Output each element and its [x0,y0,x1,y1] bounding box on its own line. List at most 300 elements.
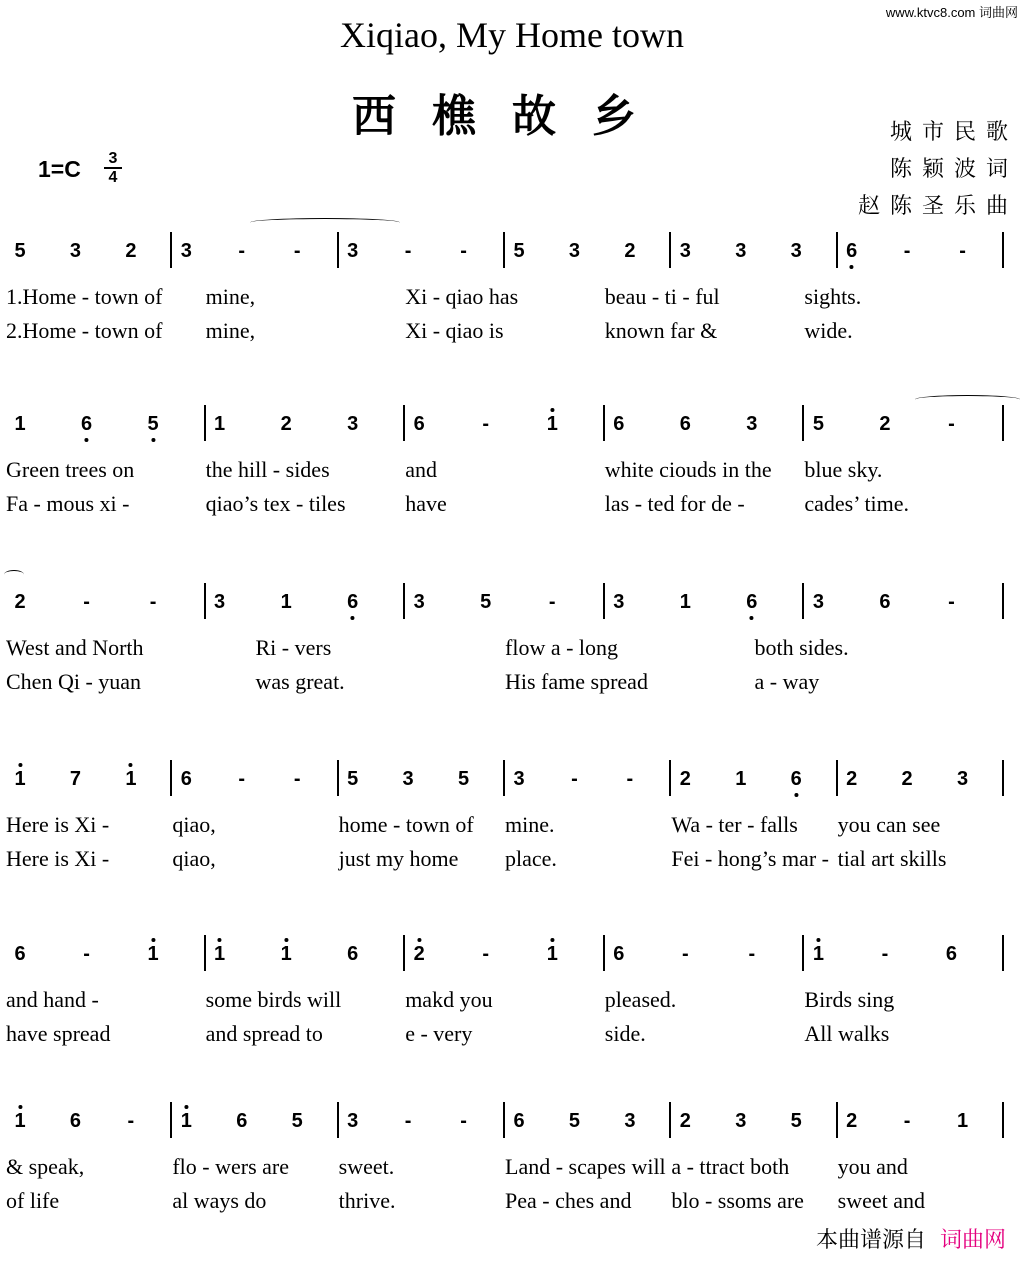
lyric-phrase: 2.Home - town of [6,318,163,343]
note [14,413,25,436]
note-text: 6 [413,413,425,435]
note [148,943,159,966]
note-text: 3 [746,413,758,435]
note-text: - [482,943,490,965]
lyric-phrase: Fa - mous xi - [6,491,130,516]
note-text: - [127,1110,135,1132]
lyric-phrase: qiao, [172,846,216,871]
note [613,413,624,436]
note-dash [571,768,578,791]
note [846,768,857,791]
octave-dot [18,763,22,767]
barline [669,1102,671,1138]
note-text: 1 [546,413,558,435]
note-text: - [149,591,157,613]
octave-dot [218,938,222,942]
octave-dot [129,763,133,767]
note-dash [460,1110,467,1133]
score-row [0,1102,1024,1213]
lyric-phrase: mine, [205,318,256,343]
note-text: 1 [14,1110,26,1132]
barline [669,760,671,796]
note-text: 2 [624,240,636,262]
lyric-phrase: sweet and [837,1188,926,1213]
note-text: 1 [280,943,292,965]
note-text: - [948,591,955,613]
note-text: 6 [347,943,359,965]
lyric-phrase: las - ted for de - [604,491,745,516]
lyric-phrase: blo - ssoms are [671,1188,804,1213]
note-dash [948,413,955,436]
tie-slur [915,395,1020,404]
note-dash [549,591,556,614]
note-dash [83,591,90,614]
lyric-phrase: Xi - qiao has [405,284,519,309]
lyric-phrase: some birds will [205,987,342,1012]
note-text: 1 [735,768,747,790]
note [347,768,358,791]
lyric-phrase: thrive. [338,1188,396,1213]
barline [204,935,206,971]
note [458,768,469,791]
barline [1002,1102,1004,1138]
note-dash [482,943,489,966]
note-text: - [681,943,689,965]
note [14,768,25,791]
barline [603,405,605,441]
barline [503,1102,505,1138]
note [902,768,913,791]
lyric-phrase: Pea - ches and [505,1188,632,1213]
note [347,591,358,614]
note-text: 3 [568,240,580,262]
note [281,943,292,966]
lyric-phrase: home - town of [338,812,474,837]
note [613,943,624,966]
note-dash [238,240,245,263]
note-dash [682,943,689,966]
note [181,240,192,263]
note-text: - [83,591,90,613]
barline [1002,405,1004,441]
note-text: 2 [846,1110,858,1132]
note [957,1110,968,1133]
credit-composer: 赵陈圣乐曲 [857,194,1018,219]
barline [669,232,671,268]
note [624,1110,635,1133]
note [569,1110,580,1133]
barline [503,232,505,268]
note-dash [150,591,157,614]
note-text: 3 [69,240,81,262]
lyric-phrase: Ri - vers [255,635,332,660]
lyric-phrase: flow a - long [505,635,619,660]
note-text: 5 [568,1110,580,1132]
lyric-phrase: have spread [6,1021,111,1046]
lyric-phrase: qiao, [172,812,216,837]
lyric-phrase: & speak, [6,1154,85,1179]
lyric-phrase: Here is Xi - [6,812,110,837]
note-text: - [748,943,756,965]
octave-dot [351,616,355,620]
note-text: - [948,413,955,435]
tie-slur [4,570,24,579]
barline [403,583,405,619]
note-text: - [903,240,911,262]
note-text: 2 [125,240,137,262]
credits [858,114,1018,225]
note-text: 6 [80,413,93,435]
note-text: 5 [291,1110,303,1132]
note-text: 6 [236,1110,248,1132]
note-text: 3 [347,413,359,435]
barline [170,232,172,268]
lyric-phrase: mine, [205,284,256,309]
note [70,1110,81,1133]
lyric-phrase: makd you [405,987,493,1012]
footer-brand: 词曲网 [939,1228,1006,1253]
note [125,768,136,791]
note [236,1110,247,1133]
note-text: 2 [14,591,26,613]
note-text: - [460,240,467,262]
note-text: 6 [347,591,359,613]
watermark: www.ktvc8.com 词曲网 [885,5,1018,20]
note-text: 6 [513,1110,525,1132]
note [14,943,25,966]
note [879,413,890,436]
note-dash [238,768,245,791]
note-text: - [903,1110,911,1132]
note-dash [83,943,90,966]
note-text: 1 [214,943,226,965]
note-text: - [404,1110,412,1132]
time-signature-bottom: 4 [104,167,122,186]
time-signature [104,150,122,186]
note-text: 5 [513,240,525,262]
note [414,413,425,436]
lyric-phrase: Fei - hong’s mar - [671,846,829,871]
note [813,413,824,436]
barline [204,405,206,441]
key-signature: 1=C [38,156,81,182]
octave-dot [284,938,288,942]
barline [836,232,838,268]
note [879,591,890,614]
lyric-phrase: known far & [604,318,718,343]
note-text: 1 [125,768,137,790]
score-row [0,935,1024,1046]
barline [403,935,405,971]
note [513,768,524,791]
lyric-phrase: and spread to [205,1021,323,1046]
lyric-phrase: e - very [405,1021,473,1046]
note-dash [749,943,756,966]
note-text: 6 [613,943,625,965]
note [735,1110,746,1133]
note-text: 3 [613,591,625,613]
note-dash [128,1110,135,1133]
note [680,240,691,263]
note [347,240,358,263]
credit-genre: 城市民歌 [889,120,1018,145]
octave-dot [417,938,421,942]
lyric-phrase: flo - wers are [172,1154,289,1179]
note [791,240,802,263]
note-text: 5 [347,768,359,790]
note [846,1110,857,1133]
barline [170,760,172,796]
note [513,240,524,263]
score-row [0,405,1024,516]
score-row [0,760,1024,871]
octave-dot [750,616,754,620]
note [746,591,757,614]
note-text: 3 [413,591,425,613]
lyric-phrase: both sides. [754,635,849,660]
octave-dot [151,938,155,942]
footer [816,1223,1006,1254]
note-text: - [238,240,246,262]
note-text: - [959,240,966,262]
octave-dot [18,1105,22,1109]
note-text: - [571,768,578,790]
title-chinese: 西樵故乡 [352,91,672,142]
note [292,1110,303,1133]
note [14,240,25,263]
note-text: 2 [280,413,292,435]
note [347,1110,358,1133]
note [148,413,159,436]
note [214,413,225,436]
note-text: 2 [679,1110,691,1132]
note [813,591,824,614]
barline [603,935,605,971]
lyric-phrase: Here is Xi - [6,846,110,871]
lyric-phrase: sights. [804,284,862,309]
barline [1002,232,1004,268]
note-text: - [293,240,301,262]
lyric-phrase: All walks [804,1021,890,1046]
note [680,591,691,614]
note-text: 3 [679,240,691,262]
lyric-phrase: have [405,491,447,516]
note-text: 1 [812,943,824,965]
note-text: - [626,768,634,790]
lyric-phrase: white ciouds in the [604,457,772,482]
note [957,768,968,791]
note-text: 3 [402,768,414,790]
barline [204,583,206,619]
lyric-phrase: Birds sing [804,987,895,1012]
note [214,591,225,614]
score-row [0,583,1024,694]
note-dash [904,1110,911,1133]
note [680,413,691,436]
octave-dot [850,265,854,269]
note [403,768,414,791]
note-text: 5 [147,413,159,435]
note-text: 5 [812,413,824,435]
note [735,768,746,791]
time-signature-top: 3 [108,150,118,167]
note-text: - [83,943,90,965]
note-text: 3 [956,768,969,790]
note [14,1110,25,1133]
note-text: 7 [69,768,81,790]
note [791,768,802,791]
barline [503,760,505,796]
note [70,240,81,263]
lyric-phrase: side. [604,1021,646,1046]
note-dash [948,591,955,614]
lyric-phrase: al ways do [172,1188,267,1213]
lyric-phrase: Xi - qiao is [405,318,504,343]
note [846,240,857,263]
note-dash [405,240,412,263]
note [680,768,691,791]
note-text: - [482,413,490,435]
lyric-phrase: place. [505,846,557,871]
note-text: 6 [846,240,858,262]
note-text: 1 [14,768,26,790]
note-text: 5 [480,591,492,613]
lyric-phrase: you can see [837,812,941,837]
barline [170,1102,172,1138]
note [735,240,746,263]
lyric-phrase: West and North [6,635,144,660]
octave-dot [85,438,89,442]
lyric-phrase: mine. [505,812,555,837]
barline [802,405,804,441]
barline [403,405,405,441]
barline [836,1102,838,1138]
note [214,943,225,966]
note-dash [294,768,301,791]
note [547,413,558,436]
lyric-phrase: wide. [804,318,853,343]
note-text: 5 [790,1110,802,1132]
note-text: 3 [513,768,525,790]
lyric-phrase: and hand - [6,987,99,1012]
octave-dot [794,793,798,797]
note [181,1110,192,1133]
lyric-phrase: tial art skills [837,846,947,871]
score-row [0,232,1024,343]
note-text: - [548,591,556,613]
note-dash [405,1110,412,1133]
note [624,240,635,263]
note [81,413,92,436]
note [547,943,558,966]
note-text: 6 [746,591,758,613]
note-dash [482,413,489,436]
note-text: 3 [180,240,192,262]
note-text: 1 [280,591,292,613]
lyric-phrase: Land - scapes will [505,1154,666,1179]
lyric-phrase: just my home [338,846,459,871]
note [14,591,25,614]
lyric-phrase: the hill - sides [205,457,330,482]
note-text: - [238,768,246,790]
lyric-phrase: Chen Qi - yuan [6,669,142,694]
note-text: 2 [679,768,691,790]
note-text: - [881,943,889,965]
lyric-phrase: beau - ti - ful [604,284,720,309]
note-text: 5 [457,768,470,790]
note-text: 3 [624,1110,636,1132]
octave-dot [816,938,820,942]
lyric-phrase: pleased. [604,987,677,1012]
lyric-phrase: sweet. [338,1154,395,1179]
note-text: 1 [14,413,26,435]
barline [1002,583,1004,619]
lyric-phrase: Wa - ter - falls [671,812,798,837]
note-text: 1 [956,1110,969,1132]
lyric-phrase: His fame spread [505,669,648,694]
note [946,943,957,966]
lyric-phrase: cades’ time. [804,491,910,516]
note [746,413,757,436]
note-text: - [460,1110,467,1132]
note-text: 3 [347,1110,359,1132]
note-text: 1 [180,1110,192,1132]
barline [337,1102,339,1138]
note [414,591,425,614]
octave-dot [550,408,554,412]
note-text: 6 [679,413,691,435]
barline [337,760,339,796]
note [480,591,491,614]
note [813,943,824,966]
note-text: 3 [735,240,747,262]
note-text: 3 [347,240,359,262]
note [281,591,292,614]
note-text: 6 [613,413,625,435]
note-text: 6 [14,943,26,965]
note-text: 5 [14,240,26,262]
note-text: 6 [879,591,891,613]
note-text: 1 [679,591,691,613]
barline [802,583,804,619]
note [181,768,192,791]
note-text: - [404,240,412,262]
note-text: 6 [69,1110,81,1132]
note-text: 6 [790,768,802,790]
note [347,413,358,436]
note-text: 3 [812,591,824,613]
title-english: Xiqiao, My Home town [340,15,684,55]
note-dash [882,943,889,966]
note [680,1110,691,1133]
barline [603,583,605,619]
note [414,943,425,966]
note [125,240,136,263]
note-dash [460,240,467,263]
note-dash [294,240,301,263]
octave-dot [151,438,155,442]
note-text: 2 [901,768,913,790]
barline [836,760,838,796]
note-text: 2 [413,943,425,965]
note [791,1110,802,1133]
note [70,768,81,791]
note-text: 3 [790,240,802,262]
note-text: 1 [546,943,558,965]
footer-source: 本曲谱源自 [815,1228,926,1253]
lyric-phrase: and [405,457,437,482]
lyric-phrase: Green trees on [6,457,135,482]
